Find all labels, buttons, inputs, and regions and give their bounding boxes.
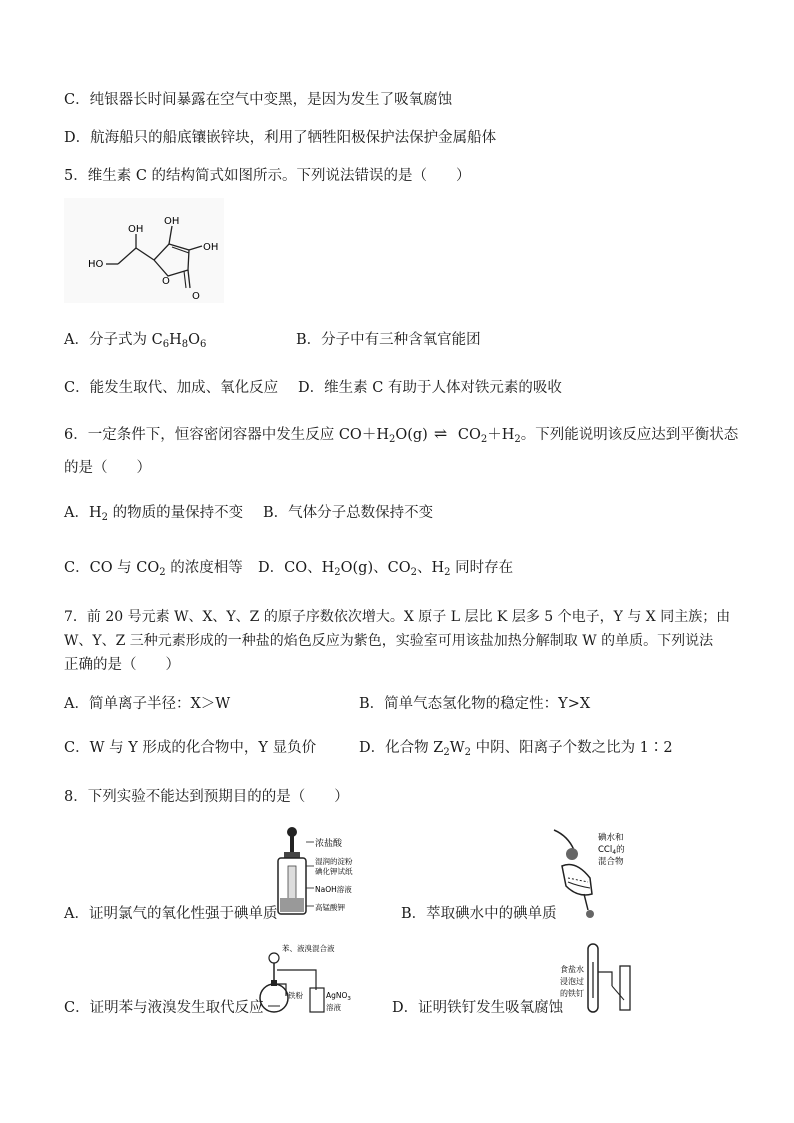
q6-option-a: A．$H_2$ 的物质的量保持不变 xyxy=(64,505,244,523)
fig-a-label-kmno4: 高锰酸钾 xyxy=(315,903,345,912)
q4-option-d: D．航海船只的船底镶嵌锌块，利用了牺牲阳极保护法保护金属船体 xyxy=(64,130,497,146)
q5-option-b: B．分子中有三种含氧官能团 xyxy=(296,332,481,348)
fig-c-label-agno3: AgNO$_3$ xyxy=(326,991,351,1002)
fig-b-label-1: 碘水和 xyxy=(598,833,624,843)
q7-option-c: C．W 与 Y 形成的化合物中，Y 显负价 xyxy=(64,740,317,756)
vc-oh-label-4: OH xyxy=(128,224,144,235)
q5-option-c: C．能发生取代、加成、氧化反应 xyxy=(64,380,279,396)
fig-a-label-paper2: 碘化钾试纸 xyxy=(315,867,353,876)
fig-d-label-1: 食盐水 xyxy=(560,965,584,974)
fig-a-label-hcl: 浓盐酸 xyxy=(315,839,343,849)
q8-option-b: B．萃取碘水中的碘单质 xyxy=(401,906,557,922)
vc-oh-label-3: HO xyxy=(88,259,104,270)
q8-option-d: D．证明铁钉发生吸氧腐蚀 xyxy=(392,1000,564,1016)
fig-a-label-naoh: NaOH溶液 xyxy=(315,885,352,894)
figure-a-apparatus xyxy=(270,826,360,921)
q7-stem-line1: 7．前 20 号元素 W、X、Y、Z 的原子序数依次增大。X 原子 L 层比 K 层多 5 个电子，Y 与 X 同主族；由 xyxy=(64,609,731,625)
vc-oh-label-1: OH xyxy=(164,216,180,227)
q8-option-a: A．证明氯气的氧化性强于碘单质 xyxy=(64,906,278,922)
vc-carbonyl-oxygen-label: O xyxy=(192,291,200,302)
q7-option-d: D．化合物 $Z_2W_2$ 中阴、阳离子个数之比为 1∶2 xyxy=(359,740,673,758)
q4-option-c: C．纯银器长时间暴露在空气中变黑，是因为发生了吸氧腐蚀 xyxy=(64,92,453,108)
q5-stem: 5．维生素 C 的结构简式如图所示。下列说法错误的是（ ） xyxy=(64,168,471,184)
q7-option-a: A．简单离子半径：X＞W xyxy=(64,696,231,712)
vc-oh-label-2: OH xyxy=(203,242,219,253)
fig-c-label-fe: 铁粉 xyxy=(288,991,303,1000)
q6-option-d: D．CO、$H_2O(g)$、$CO_2$、$H_2$ 同时存在 xyxy=(258,560,514,578)
q5-option-a: A．分子式为 $C_6H_8O_6$ xyxy=(64,332,207,350)
q5-option-d: D．维生素 C 有助于人体对铁元素的吸收 xyxy=(298,380,562,396)
fig-c-label-solution: 溶液 xyxy=(326,1003,341,1012)
vc-ring-oxygen-label: O xyxy=(162,276,170,287)
q7-option-b: B．简单气态氢化物的稳定性：Y>X xyxy=(359,696,591,712)
q6-stem-line1: 6．一定条件下，恒容密闭容器中发生反应 $CO+H_2O(g)$ ⇌ $CO_2+H_2$。下列能说明该反应达到平衡状态 xyxy=(64,424,739,445)
q8-stem: 8．下列实验不能达到预期目的的是（ ） xyxy=(64,789,349,805)
fig-d-label-3: 的铁钉 xyxy=(560,989,584,998)
equilibrium-arrow-icon: ⇌ xyxy=(433,424,448,443)
q7-stem-line2: W、Y、Z 三种元素形成的一种盐的焰色反应为紫色，实验室可用该盐加热分解制取 W 的单质。下列说法 xyxy=(64,633,714,649)
fig-b-label-3: 混合物 xyxy=(598,857,624,867)
fig-a-label-paper1: 湿润的淀粉 xyxy=(315,857,353,866)
vitamin-c-structure xyxy=(64,198,224,303)
q8-option-c: C．证明苯与液溴发生取代反应 xyxy=(64,1000,264,1016)
figure-b-separatory-funnel xyxy=(548,826,636,920)
figure-d-iron-nail-setup xyxy=(560,942,646,1018)
fig-c-label-mix: 苯、液溴混合液 xyxy=(282,944,335,953)
figure-c-bromination-setup xyxy=(256,940,356,1016)
q6-stem-line2: 的是（ ） xyxy=(64,460,151,476)
fig-d-label-2: 浸泡过 xyxy=(560,977,584,986)
fig-b-label-2: CCl$_4$的 xyxy=(598,845,625,856)
q6-option-c: C．CO 与 $CO_2$ 的浓度相等 xyxy=(64,560,243,578)
q6-option-b: B．气体分子总数保持不变 xyxy=(263,505,434,521)
q7-stem-line3: 正确的是（ ） xyxy=(64,657,180,673)
